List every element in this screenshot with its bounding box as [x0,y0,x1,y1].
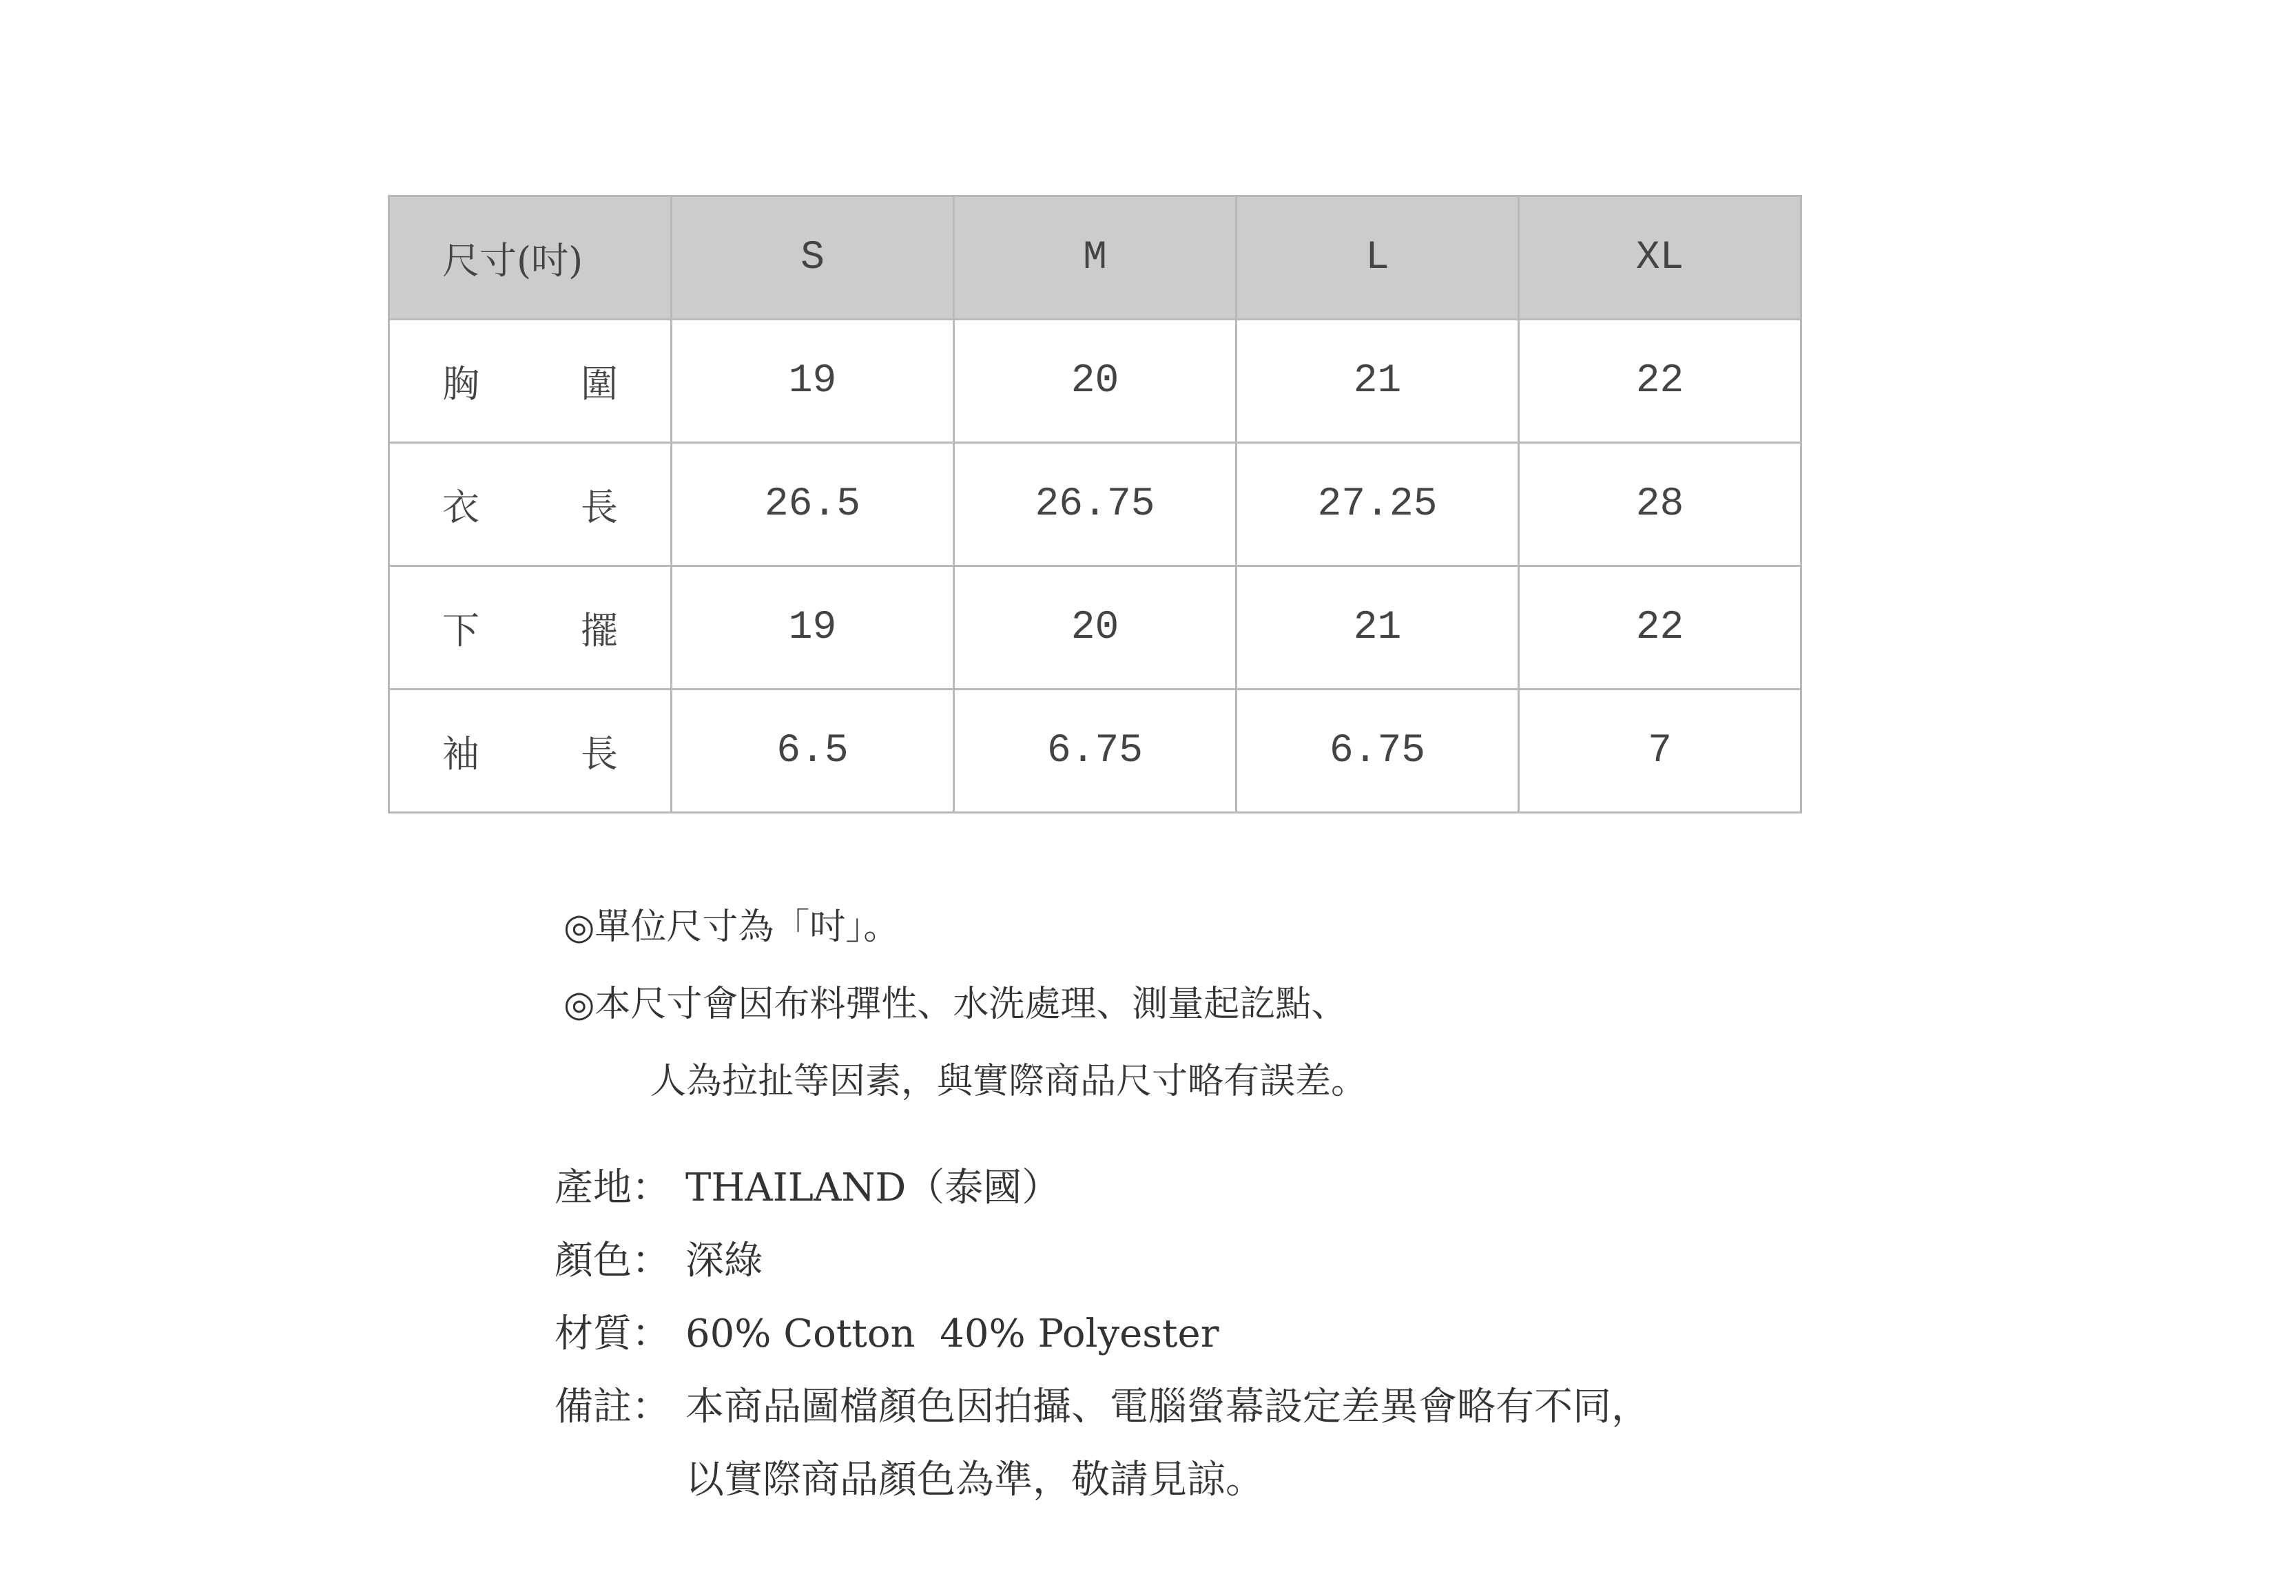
table-cell: 19 [672,320,954,443]
table-cell: 7 [1519,690,1801,813]
table-cell: 21 [1237,566,1519,690]
note-unit: ◎單位尺寸為「吋」。 [563,906,900,948]
row-label-chest: 胸 圍 [389,320,672,443]
table-cell: 6.75 [1237,690,1519,813]
remark-label: 備註： [555,1385,670,1429]
table-cell: 22 [1519,566,1801,690]
table-cell: 20 [954,320,1237,443]
origin-value: THAILAND（泰國） [685,1165,1061,1210]
table-cell: 6.5 [672,690,954,813]
header-cell-m: M [954,196,1237,320]
info-origin [555,1152,1650,1225]
table-cell: 22 [1519,320,1801,443]
color-value: 深綠 [685,1239,763,1283]
note-variance-cont: 人為拉扯等因素，與實際商品尺寸略有誤差。 [650,1061,1367,1102]
size-notes [563,889,1367,1120]
header-cell-xl: XL [1519,196,1801,320]
note-variance: ◎本尺寸會因布料彈性、水洗處理、測量起訖點、 [563,984,1347,1025]
origin-label: 產地： [555,1165,670,1210]
table-cell: 28 [1519,443,1801,566]
table-cell: 27.25 [1237,443,1519,566]
header-cell-l: L [1237,196,1519,320]
table-cell: 21 [1237,320,1519,443]
remark-value: 本商品圖檔顏色因拍攝、電腦螢幕設定差異會略有不同， [685,1385,1650,1429]
material-label: 材質： [555,1312,670,1356]
row-label-hem: 下 擺 [389,566,672,690]
size-chart-table [388,195,1802,813]
table-cell: 26.75 [954,443,1237,566]
table-row-length [389,443,1801,566]
table-header-row [389,196,1801,320]
remark-value-cont: 以實際商品顏色為準，敬請見諒。 [685,1458,1264,1502]
table-row-sleeve [389,690,1801,813]
row-label-sleeve: 袖 長 [389,690,672,813]
info-remark [555,1371,1650,1444]
header-cell-size-unit: 尺寸(吋) [389,196,672,320]
table-cell: 6.75 [954,690,1237,813]
table-row-chest [389,320,1801,443]
header-cell-s: S [672,196,954,320]
table-cell: 20 [954,566,1237,690]
info-material [555,1298,1650,1371]
color-label: 顏色： [555,1239,670,1283]
row-label-length: 衣 長 [389,443,672,566]
product-info [555,1152,1650,1517]
table-cell: 19 [672,566,954,690]
material-value: 60% Cotton 40% Polyester [685,1312,1219,1356]
table-cell: 26.5 [672,443,954,566]
table-row-hem [389,566,1801,690]
info-color [555,1225,1650,1298]
